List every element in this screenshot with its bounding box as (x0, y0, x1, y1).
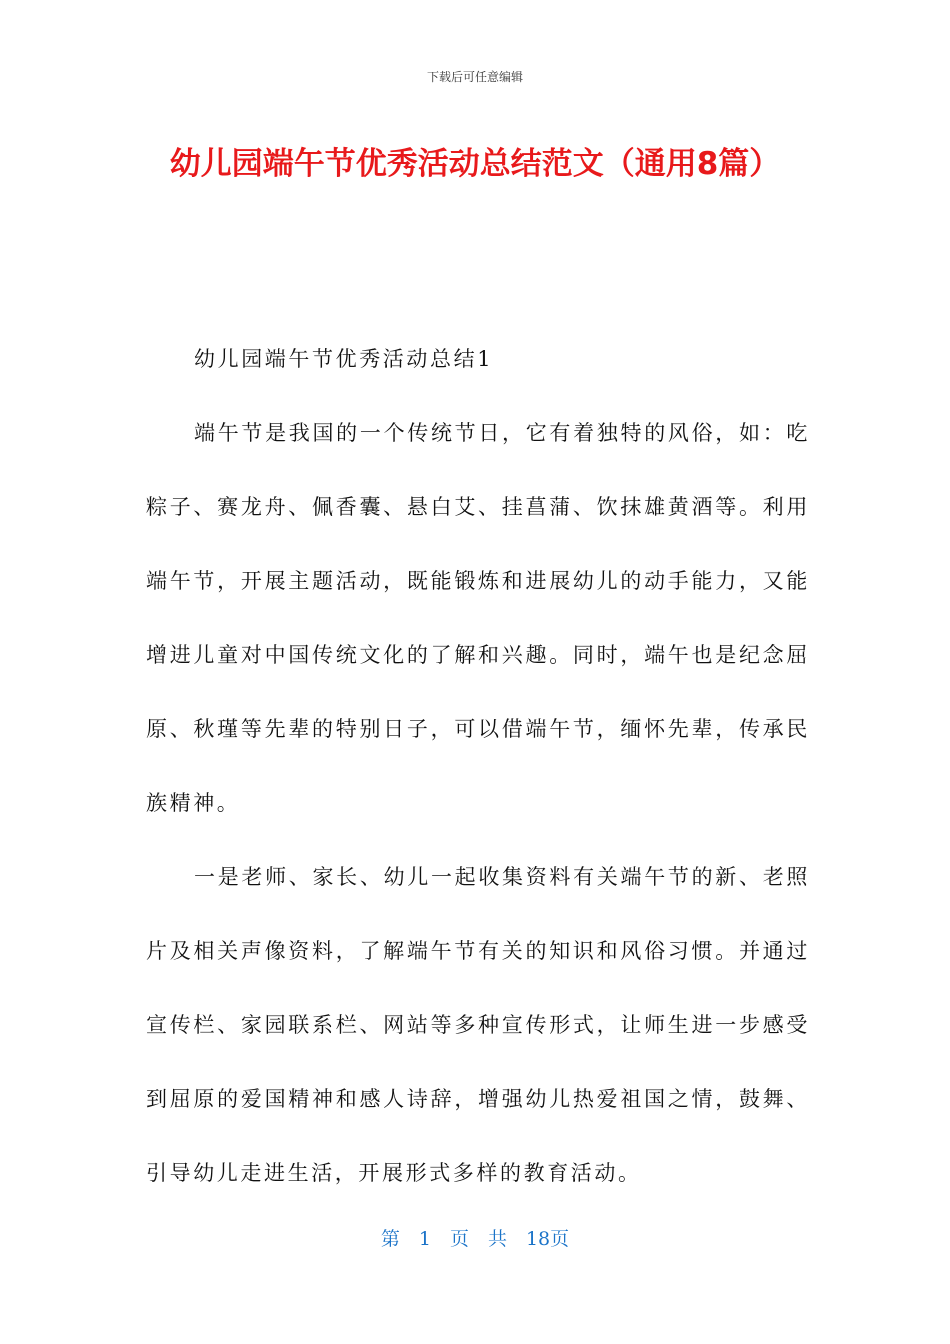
page-number: 第 1 页 共 18页 (380, 1228, 570, 1250)
body-paragraph: 端午节是我国的一个传统节日，它有着独特的风俗，如：吃粽子、赛龙舟、佩香囊、悬白艾、挂菖蒲、饮抹雄黄酒等。利用端午节，开展主题活动，既能锻炼和进展幼儿的动手能力，又能增进儿童对中国传统文化的了解和兴趣。同时，端午也是纪念屈原、秋瑾等先辈的特别日子，可以借端午节，缅怀先辈，传承民族精神。 (146, 421, 810, 815)
document-title: 幼儿园端午节优秀活动总结范文（通用8篇） (169, 146, 781, 182)
header-note: 下载后可任意编辑 (426, 70, 523, 84)
body-paragraph: 一是老师、家长、幼儿一起收集资料有关端午节的新、老照片及相关声像资料，了解端午节有关的知识和风俗习惯。并通过宣传栏、家园联系栏、网站等多种宣传形式，让师生进一步感受到屈原的爱国精神和感人诗辞，增强幼儿热爱祖国之情，鼓舞、引导幼儿走进生活，开展形式多样的教育活动。 (146, 865, 810, 1185)
section-heading: 幼儿园端午节优秀活动总结1 (194, 347, 494, 371)
document-body (146, 322, 810, 1210)
